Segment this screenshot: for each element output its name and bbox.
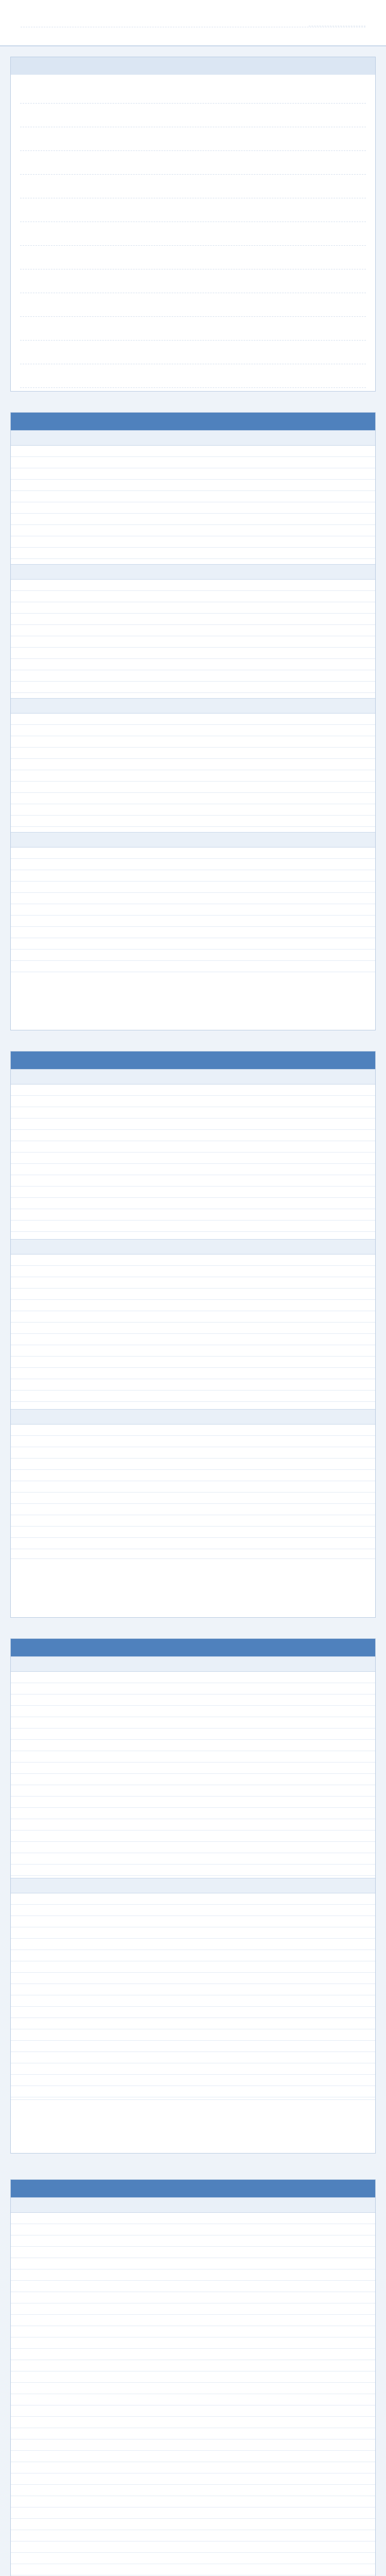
section-2-table-3 (11, 1425, 375, 1558)
section-1-subtitle (11, 832, 375, 848)
section-4-table-1 (11, 2213, 375, 2576)
section-2-table-1 (11, 1084, 375, 1239)
price-section-1 (10, 412, 376, 1030)
section-1-table-4 (11, 848, 375, 976)
news-item (20, 175, 366, 198)
section-4-banner (11, 2180, 375, 2197)
news-item (20, 317, 366, 341)
price-section-2 (10, 1051, 376, 1618)
price-section-3 (10, 1638, 376, 2154)
news-item (20, 104, 366, 127)
section-1-table-3 (11, 714, 375, 832)
section-3-subtitle (11, 1878, 375, 1893)
news-item (20, 151, 366, 175)
section-1-subtitle (11, 564, 375, 580)
news-item (20, 198, 366, 222)
report-date (309, 18, 365, 26)
news-list (11, 75, 375, 392)
price-section-4 (10, 2179, 376, 2576)
news-item (20, 127, 366, 151)
report-header (0, 0, 386, 46)
news-banner (11, 57, 375, 75)
news-item (20, 269, 366, 293)
section-1-banner (11, 413, 375, 430)
section-2-table-2 (11, 1255, 375, 1409)
section-1-table-2 (11, 580, 375, 698)
news-item (20, 246, 366, 269)
news-item (20, 364, 366, 388)
section-1-table-1 (11, 446, 375, 564)
section-2-banner (11, 1052, 375, 1069)
news-item (20, 80, 366, 104)
news-item (20, 222, 366, 246)
section-3-table-1 (11, 1672, 375, 1878)
section-1-subtitle (11, 430, 375, 446)
section-2-subtitle (11, 1239, 375, 1255)
news-item (20, 293, 366, 317)
section-3-subtitle (11, 1656, 375, 1672)
section-3-table-2 (11, 1893, 375, 2099)
section-3-banner (11, 1639, 375, 1656)
section-1-subtitle (11, 698, 375, 714)
news-section (10, 57, 376, 392)
section-4-subtitle (11, 2197, 375, 2213)
section-2-subtitle (11, 1069, 375, 1084)
section-2-subtitle (11, 1409, 375, 1425)
section-2-note (11, 1558, 375, 1567)
news-item (20, 341, 366, 364)
section-3-note (11, 2099, 375, 2108)
